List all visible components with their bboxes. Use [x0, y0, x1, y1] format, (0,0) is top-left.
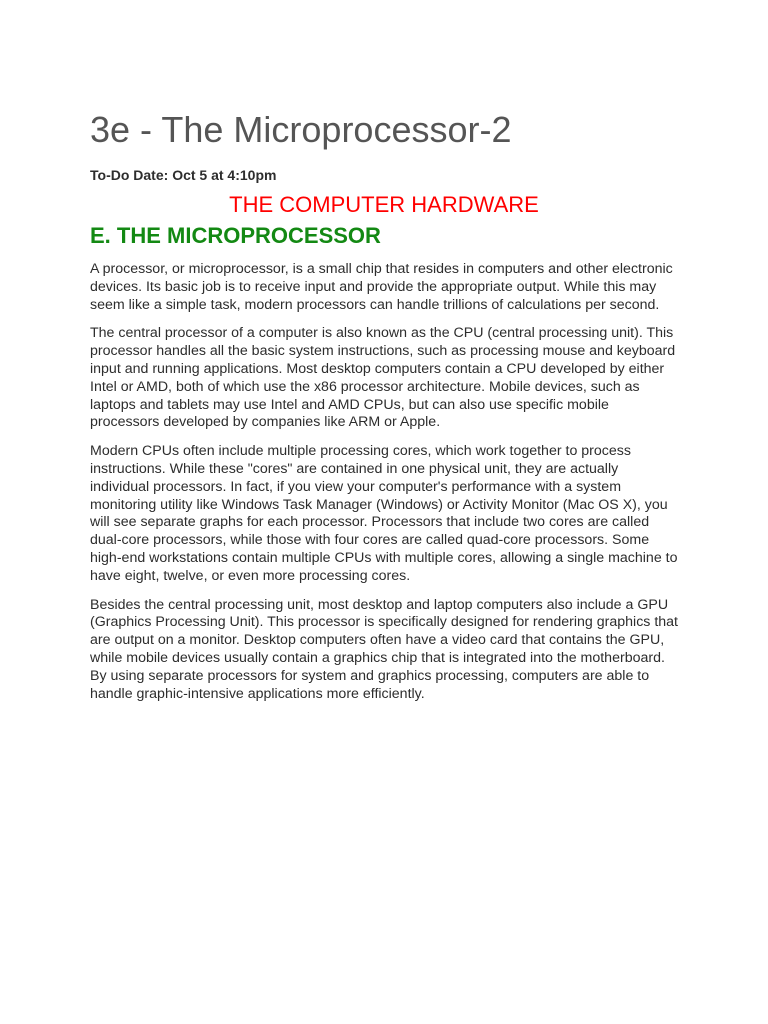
- sub-heading: E. THE MICROPROCESSOR: [90, 223, 381, 248]
- todo-date-label: To-Do Date:: [90, 167, 169, 183]
- paragraph-cores: Modern CPUs often include multiple processing cores, which work together to process instructions. While these "cores" are contained in one physical unit, they are actually individual processors. In fact, if you view your computer's performance with a system monitoring utility like Windows Task Manager (Windows) or Activity Monitor (Mac OS X), you will see separate graphs for each processor. Processors that include two cores are called dual-core processors, while those with four cores are called quad-core processors. Some high-end workstations contain multiple CPUs with multiple cores, allowing a single machine to have eight, twelve, or even more processing cores.: [90, 443, 678, 584]
- article-body: [90, 261, 680, 714]
- section-heading: THE COMPUTER HARDWARE: [229, 192, 539, 217]
- todo-date: [90, 166, 276, 184]
- paragraph-gpu: Besides the central processing unit, most desktop and laptop computers also include a GPU (Graphics Processing Unit). This processor is specifically designed for rendering graphics that are output on a monitor. Desktop computers often have a video card that contains the GPU, while mobile devices usually contain a graphics chip that is integrated into the motherboard. By using separate processors for system and graphics processing, computers are able to handle graphic-intensive applications more efficiently.: [90, 596, 678, 702]
- paragraph-cpu: The central processor of a computer is also known as the CPU (central processing unit). This processor handles all the basic system instructions, such as processing mouse and keyboard input and running applications. Most desktop computers contain a CPU developed by either Intel or AMD, both of which use the x86 processor architecture. Mobile devices, such as laptops and tablets may use Intel and AMD CPUs, but can also use specific mobile processors developed by companies like ARM or Apple.: [90, 325, 676, 431]
- paragraph-intro: A processor, or microprocessor, is a small chip that resides in computers and other electronic devices. Its basic job is to receive input and provide the appropriate output. While this may seem like a simple task, modern processors can handle trillions of calculations per second.: [90, 261, 673, 313]
- page-title: 3e - The Microprocessor-2: [90, 109, 512, 150]
- todo-date-value: Oct 5 at 4:10pm: [172, 167, 277, 183]
